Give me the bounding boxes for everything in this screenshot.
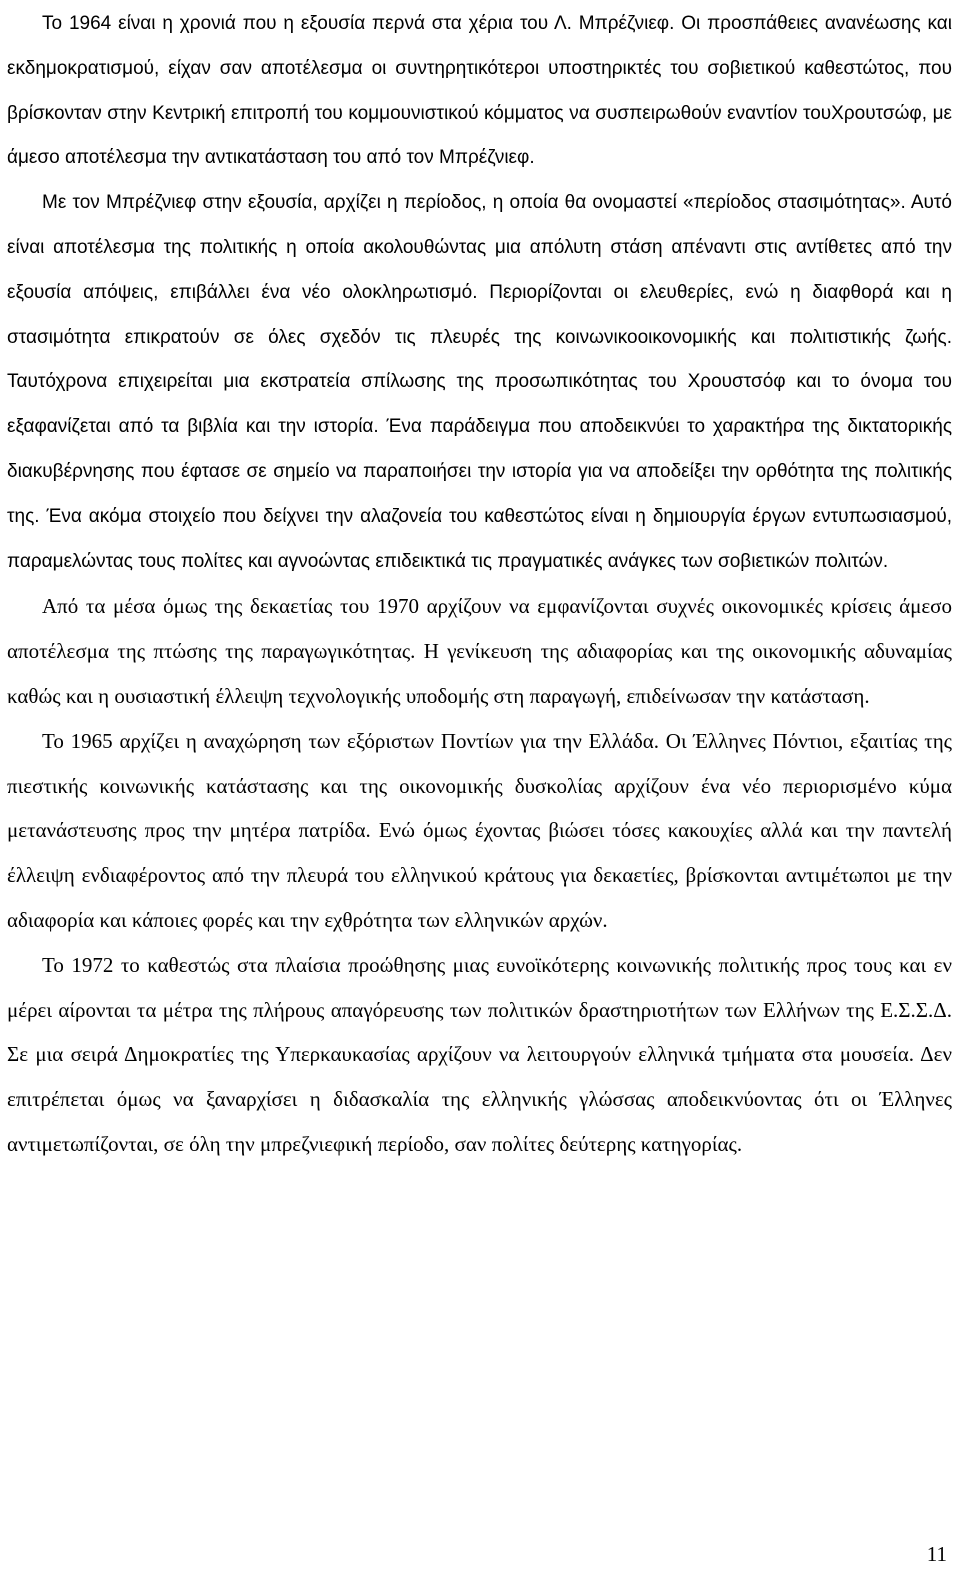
paragraph-brezhnev-rise bbox=[7, 2, 952, 181]
paragraph-text: Το 1964 είναι η χρονιά που η εξουσία περνά στα χέρια του Λ. Μπρέζνιεφ. Οι προσπάθειες ανανέωσης και εκδημοκρατισμού, είχαν σαν αποτέλεσμα οι συντηρητικότεροι υποστηρικτές του σοβιετικού καθεστώτος, που βρίσκονταν στην Κεντρική επιτροπή του κομμουνιστικού κόμματος να συσπειρωθούν εναντίον τουΧρουτσώφ, με άμεσο αποτέλεσμα την αντικατάσταση του από τον Μπρέζνιεφ. bbox=[7, 13, 952, 169]
paragraph-text: Με τον Μπρέζνιεφ στην εξουσία, αρχίζει η περίοδος, η οποία θα ονομαστεί «περίοδος στασιμότητας». Αυτό είναι αποτέλεσμα της πολιτικής η οποία ακολουθώντας μια απόλυτη στάση απέναντι στις αντίθετες από την εξουσία απόψεις, επιβάλλει ένα νέο ολοκληρωτισμό. bbox=[7, 192, 952, 303]
paragraph-text: Το 1972 το καθεστώς στα πλαίσια προώθησης μιας ευνοϊκότερης κοινωνικής πολιτικής προς τους και εν μέρει αίρονται τα μέτρα της πλήρους απαγόρευσης των πολιτικών δραστηριοτήτων των Ελλήνων της Ε.Σ.Σ.Δ. Σε μια σειρά Δημοκρατίες της Υπερκαυκασίας αρχίζουν να λειτουργούν ελληνικά τμήματα στα μουσεία. Δεν επιτρέπεται όμως να ξαναρχίσει η διδασκαλία της ελληνικής γλώσσας αποδεικνύοντας ότι οι Έλληνες αντιμετωπίζονται, σε όλη την μπρεζνιεφική περίοδο, σαν πολίτες δεύτερης κατηγορίας. bbox=[7, 952, 952, 1156]
paragraph-text: Το 1965 αρχίζει η αναχώρηση των εξόριστων Ποντίων για την Ελλάδα. Οι Έλληνες Πόντιοι, εξαιτίας της πιεστικής κοινωνικής κατάστασης και της οικονομικής δυσκολίας αρχίζουν ένα νέο περιορισμένο κύμα μετανάστευσης προς την μητέρα πατρίδα. Ενώ όμως έχοντας βιώσει τόσες κακουχίες αλλά και την παντελή έλλειψη ενδιαφέροντος από την πλευρά του ελληνικού κράτους για δεκαετίες, βρίσκονται αντιμέτωποι με την αδιαφορία και κάποιες φορές και την εχθρότητα των ελληνικών αρχών. bbox=[7, 728, 952, 932]
paragraph-text: Από τα μέσα όμως της δεκαετίας του 1970 αρχίζουν να εμφανίζονται συχνές οικονομικές κρίσεις άμεσο αποτέλεσμα της πτώσης της παραγωγικότητας. Η γενίκευση της αδιαφορίας και της οικονομικής αδυναμίας καθώς και η ουσιαστική έλλειψη τεχνολογικής υποδομής στη παραγωγή, επιδείνωσαν την κατάσταση. bbox=[7, 594, 952, 708]
paragraph-stagnation-period bbox=[7, 181, 952, 584]
page-number: 11 bbox=[926, 1542, 947, 1566]
paragraph-pontic-emigration bbox=[7, 719, 952, 943]
paragraph-text-continuation: Περιορίζονται οι ελευθερίες, ενώ η διαφθορά και η στασιμότητα επικρατούν σε όλες σχεδόν τις πλευρές της κοινωνικοοικονομικής και πολιτιστικής ζωής. Ταυτόχρονα επιχειρείται μια εκστρατεία σπίλωσης της προσωπικότητας του Χρουστσόφ και το όνομα του εξαφανίζεται από τα βιβλία και την ιστορία. Ένα παράδειγμα που αποδεικνύει το χαρακτήρα της δικτατορικής διακυβέρνησης που έφτασε σε σημείο να παραποιήσει την ιστορία για να αποδείξει την ορθότητα της πολιτικής της. Ένα ακόμα στοιχείο που δείχνει την αλαζονεία του καθεστώτος είναι η δημιουργία έργων εντυπωσιασμού, παραμελώντας τους πολίτες και αγνοώντας επιδεικτικά τις πραγματικές ανάγκες των σοβιετικών πολιτών. bbox=[7, 281, 952, 572]
paragraph-1972-policy bbox=[7, 943, 952, 1167]
paragraph-economic-crises bbox=[7, 584, 952, 718]
